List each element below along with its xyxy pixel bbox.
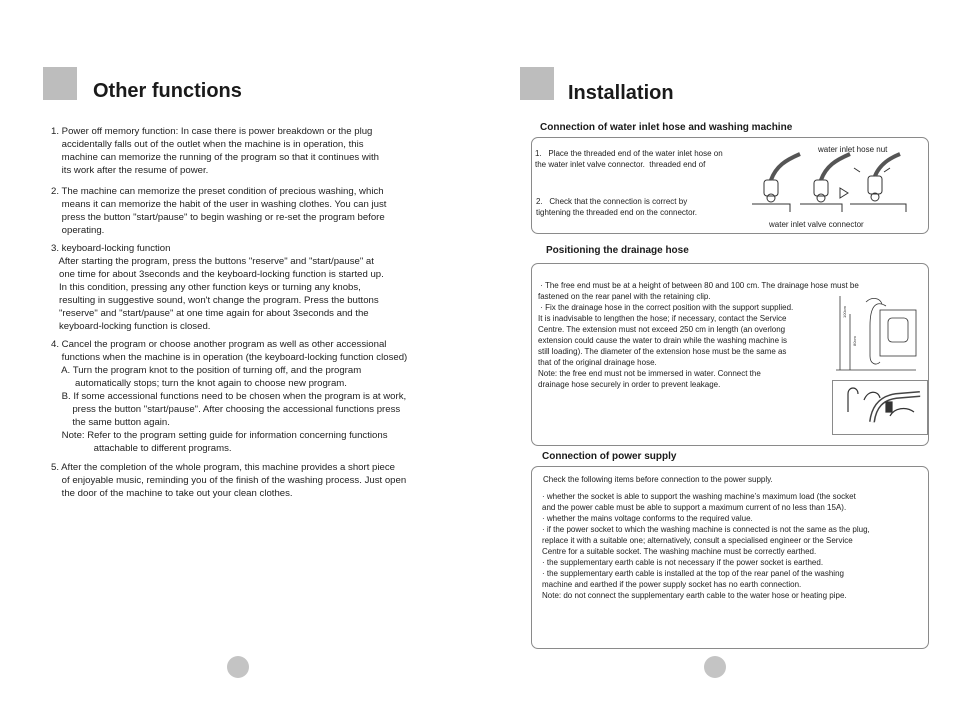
water-inlet-illustration (750, 150, 910, 216)
left-item-5: 5. After the completion of the whole program, this machine provides a short piece of enjoyable music, reminding you of the finish of the washing process. Just open the door of the machine to take out your clean clothes. (51, 462, 407, 499)
water-inlet-heading: Connection of water inlet hose and washing machine (540, 122, 793, 133)
power-text: · whether the socket is able to support the washing machine’s maximum load (the socket and the power cable must be able to support a maximum current of no less than 15A). · whether the mains voltage conforms to the required value. · if the power socket to which the washing machine is connected is not the same as the plug, replace it with a suitable one; alternatively, consult a specialised engineer or the Service Centre for a suitable socket. The washing machine must be correctly earthed. · the supplementary earth cable is not necessary if the power socket is earthed. · the supplementary earth cable is installed at the top of the rear panel of the washing machine and earthed if the power supply socket has no earth connection. Note: do not connect the supplementary earth cable to the water hose or heating pipe. (542, 492, 870, 600)
left-page-title: Other functions (93, 80, 242, 102)
drainage-hose-illustration (834, 382, 924, 432)
hose-nut-label: water inlet hose nut (818, 145, 888, 154)
left-item-2: 2. The machine can memorize the preset condition of precious washing, which means it can memorize the habit of the user in washing clothes. You can just press the button "start/pause" to begin washing or re-set the program before operating. (51, 186, 387, 236)
power-intro: Check the following items before connection to the power supply. (543, 475, 773, 484)
power-heading: Connection of power supply (542, 451, 677, 462)
water-inlet-step-1: 1. Place the threaded end of the water inlet hose on the water inlet valve connector. threaded end of (535, 149, 723, 169)
right-page-number-circle (704, 656, 726, 678)
drainage-height-illustration (836, 296, 926, 374)
valve-connector-label: water inlet valve connector (769, 220, 864, 229)
left-item-4: 4. Cancel the program or choose another program as well as other accessional functions when the machine is in operation (the keyboard-locking function closed) A. Turn the program knot to the position of turning off, and the program automatically stops; turn the knot again to choose new program. B. If some accessional functions need to be chosen when the program is at work, press the button "start/pause". After choosing the accessional functions press the same button again. Note: Refer to the program setting guide for information concerning functions attachable to different programs. (51, 339, 408, 454)
left-item-1: 1. Power off memory function: In case there is power breakdown or the plug accidentally falls out of the outlet when the machine is in operation, this machine can memorize the running of the program so that it continues with its work after the resume of power. (51, 126, 379, 176)
water-inlet-step-2: 2. Check that the connection is correct by tightening the threaded end on the connector. (536, 197, 698, 217)
right-page-title: Installation (568, 82, 674, 104)
drainage-text: · The free end must be at a height of between 80 and 100 cm. The drainage hose must be fastened on the rear panel with the retaining clip. · Fix the drainage hose in the correct position with the support supplied. It is inadvisable to lengthen the hose; if necessary, contact the Service Centre. The extension must not exceed 250 cm in length (an overlong extension could cause the water to drain while the washing machine is still loading). The diameter of the extension hose must be the same as that of the original drainage hose. Note: the free end must not be immersed in water. Connect the drainage hose securely in order to prevent leakage. (538, 281, 859, 389)
left-item-3: 3. keyboard-locking function After starting the program, press the buttons "reserve" and "start/pause" at one time for about 3seconds and the keyboard-locking function is started up. In this condition, pressing any other function keys or turning any knobs, resulting in suggestive sound, won't change the program. Press the buttons "reserve" and "start/pause" at one time again for about 3seconds and the keyboard-locking function is closed. (51, 243, 384, 332)
left-title-marker (43, 67, 77, 100)
left-page-number-circle (227, 656, 249, 678)
drainage-heading: Positioning the drainage hose (546, 245, 689, 256)
drainage-dim-100: 100cm (842, 305, 847, 318)
right-title-marker (520, 67, 554, 100)
drainage-dim-80: 80cm (852, 336, 857, 346)
